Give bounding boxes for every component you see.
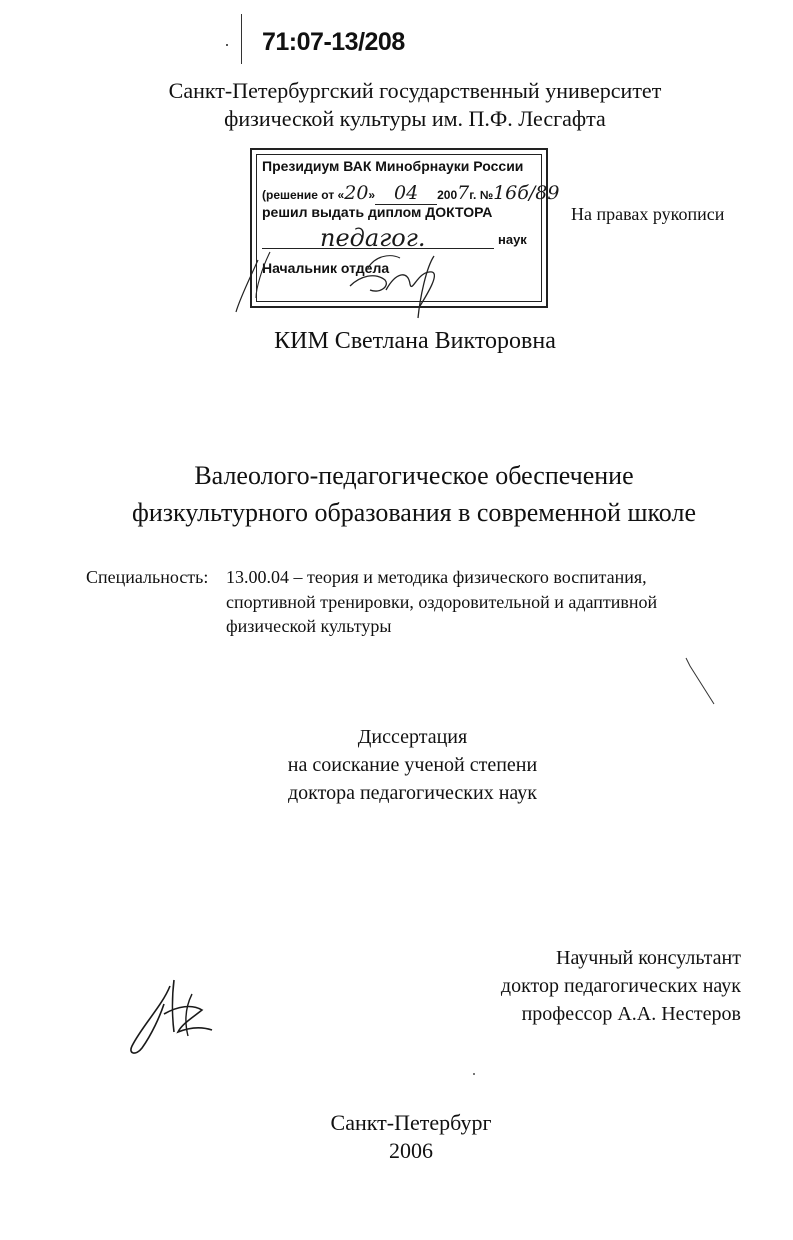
- stamp-line3: решил выдать диплом ДОКТОРА: [262, 204, 493, 220]
- consultant-degree: доктор педагогических наук: [500, 975, 741, 997]
- margin-pencil-stroke: [682, 654, 722, 714]
- university-name-line1: Санкт-Петербургский государственный университет: [168, 78, 662, 103]
- margin-line: [241, 14, 242, 64]
- stamp-decision-year-suffix: г. №: [469, 188, 494, 202]
- vak-stamp: [250, 148, 560, 308]
- university-name-line2: физической культуры им. П.Ф. Лесгафта: [224, 106, 606, 131]
- dissertation-degree-line: на соискание ученой степени: [287, 754, 538, 776]
- stamp-decision-prefix: (решение от «: [262, 188, 345, 202]
- stamp-field-handwritten: педагог.: [320, 224, 426, 252]
- stamp-decision-sep: »: [368, 188, 376, 202]
- consultant-name: профессор А.А. Нестеров: [521, 1003, 741, 1025]
- stamp-decision-year-prefix: 200: [437, 188, 458, 202]
- dissertation-label: Диссертация: [357, 726, 468, 748]
- stamp-decision-month: 04: [375, 182, 437, 205]
- dissertation-title-line2: физкультурного образования в современной школе: [132, 498, 696, 527]
- scan-dot: [473, 1073, 475, 1075]
- author-signature: [122, 976, 242, 1066]
- specialty-label: Специальность:: [86, 567, 209, 587]
- author-name: КИМ Светлана Викторовна: [274, 328, 556, 354]
- stamp-signature: [250, 148, 548, 318]
- stamp-line5: Начальник отдела: [262, 260, 390, 276]
- catalog-number: 71:07-13/208: [262, 28, 405, 56]
- dissertation-degree-field: доктора педагогических наук: [288, 782, 537, 804]
- specialty-line2: спортивной тренировки, оздоровительной и адаптивной: [226, 592, 658, 612]
- city: Санкт-Петербург: [330, 1110, 492, 1135]
- manuscript-note: На правах рукописи: [571, 204, 725, 224]
- year: 2006: [389, 1138, 433, 1163]
- specialty-line1: 13.00.04 – теория и методика физического воспитания,: [226, 567, 647, 587]
- dissertation-title-line1: Валеолого-педагогическое обеспечение: [194, 461, 634, 490]
- stamp-line1: Президиум ВАК Минобрнауки России: [262, 158, 524, 174]
- stamp-decision-number: 16б/89: [493, 182, 560, 204]
- specialty-line3: физической культуры: [226, 616, 392, 636]
- stamp-field-suffix: наук: [498, 232, 527, 247]
- margin-dot: [226, 44, 228, 46]
- consultant-title: Научный консультант: [556, 947, 741, 969]
- stamp-decision-day: 20: [344, 182, 369, 204]
- stamp-decision-year-digit: 7: [457, 182, 470, 204]
